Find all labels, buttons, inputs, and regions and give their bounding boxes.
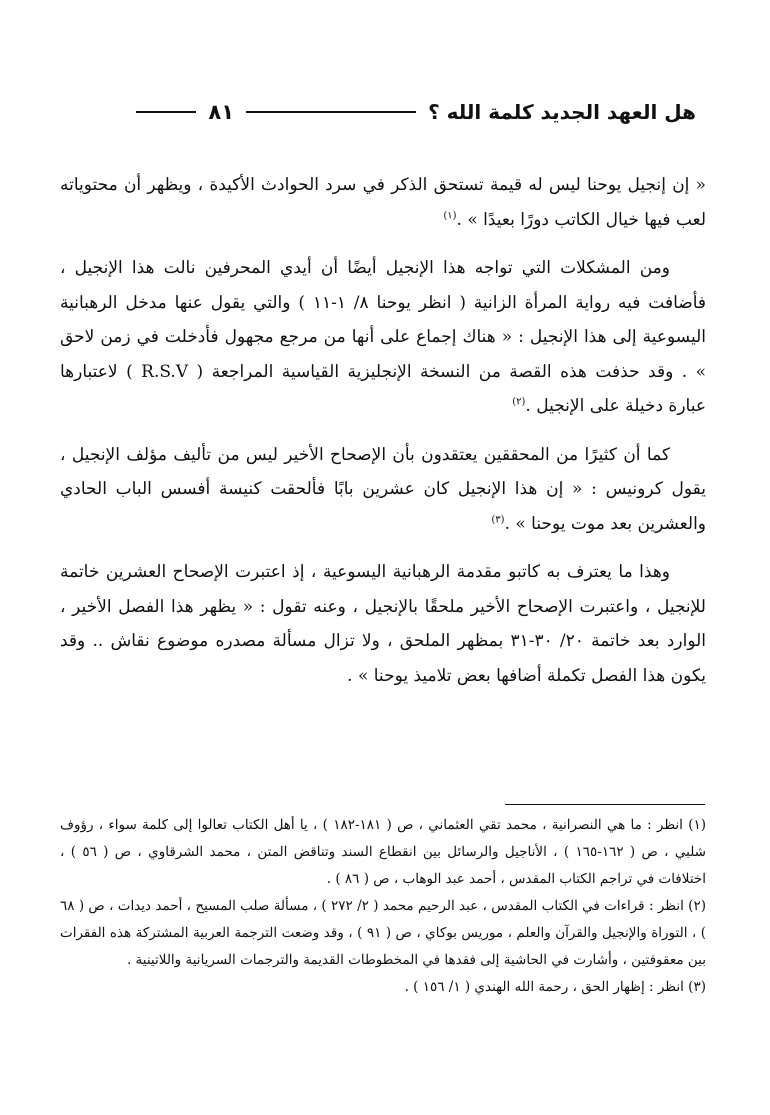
body-text — [60, 168, 706, 707]
footnote: (٢) انظر : قراءات في الكتاب المقدس ، عبد الرحيم محمد ( ٢/ ٢٧٢ ) ، مسألة صلب المسيح ، أحمد ديدات ، ص ( ٦٨ ) ، التوراة والإنجيل والقرآن والعلم ، موريس بوكاي ، ص ( ٩١ ) ، وقد وضعت الترجمة العربية المشتركة هذه الفقرات بين معقوفتين ، وأشارت في الحاشية إلى فقدها في المخطوطات القديمة والترجمات السريانية واللاتينية . — [60, 898, 706, 968]
footnote: (١) انظر : ما هي النصرانية ، محمد تقي العثماني ، ص ( ١٨١-١٨٢ ) ، يا أهل الكتاب تعالوا إلى كلمة سواء ، رؤوف شلبي ، ص ( ١٦٢-١٦٥ ) ، الأناجيل والرسائل بين انقطاع السند وتناقض المتن ، محمد الشرقاوي ، ص ( ٥٦ ) ، اختلافات في تراجم الكتاب المقدس ، أحمد عبد الوهاب ، ص ( ٨٦ ) . — [60, 817, 707, 887]
running-title: هل العهد الجديد كلمة الله ؟ — [428, 100, 696, 124]
header-rule-short — [136, 111, 196, 113]
paragraph — [60, 251, 706, 424]
footnote: (٣) انظر : إظهار الحق ، رحمة الله الهندي ( ١/ ١٥٦ ) . — [404, 979, 706, 995]
page-header — [88, 92, 696, 132]
paragraph-text: ومن المشكلات التي تواجه هذا الإنجيل أيضًا أن أيدي المحرفين نالت هذا الإنجيل ، فأضافت فيه رواية المرأة الزانية ( انظر يوحنا ٨/ ١-١١ ) والتي يقول عنها مدخل الرهبانية اليسوعية إلى هذا الإنجيل : « هناك إجماع على أنها من مرجع مجهول فأدخلت في زمن لاحق » . وقد حذفت هذه القصة من النسخة الإنجليزية القياسية المراجعة ( R.S.V ) لاعتبارها عبارة دخيلة على الإنجيل . — [60, 258, 706, 416]
header-rule-long — [246, 111, 416, 113]
footnote-separator — [505, 804, 705, 805]
paragraph-text: كما أن كثيرًا من المحققين يعتقدون بأن الإصحاح الأخير ليس من تأليف مؤلف الإنجيل ، يقول كرونيس : « إن هذا الإنجيل كان عشرين بابًا فألحقت كنيسة أفسس الباب الحادي والعشرين بعد موت يوحنا » . — [60, 444, 706, 534]
footnotes — [60, 812, 706, 1001]
footnote-ref: (١) — [443, 209, 457, 221]
footnote-ref: (٢) — [512, 396, 526, 408]
paragraph-text: وهذا ما يعترف به كاتبو مقدمة الرهبانية اليسوعية ، إذ اعتبرت الإصحاح العشرين خاتمة للإنجيل ، واعتبرت الإصحاح الأخير ملحقًا بالإنجيل ، وعنه تقول : « يظهر هذا الفصل الأخير ، الوارد بعد خاتمة ٢٠/ ٣٠-٣١ بمظهر الملحق ، ولا تزال مسألة مصدره موضوع نقاش .. وقد يكون هذا الفصل تكملة أضافها بعض تلاميذ يوحنا » . — [60, 562, 706, 686]
paragraph-text: « إن إنجيل يوحنا ليس له قيمة تستحق الذكر في سرد الحوادث الأكيدة ، ويظهر أن محتوياته لعب فيها خيال الكاتب دورًا بعيدًا » . — [60, 175, 706, 230]
paragraph — [60, 168, 706, 237]
paragraph — [60, 555, 706, 693]
paragraph — [60, 438, 706, 542]
footnote-ref: (٣) — [491, 513, 505, 525]
page-number: ٨١ — [208, 100, 235, 124]
